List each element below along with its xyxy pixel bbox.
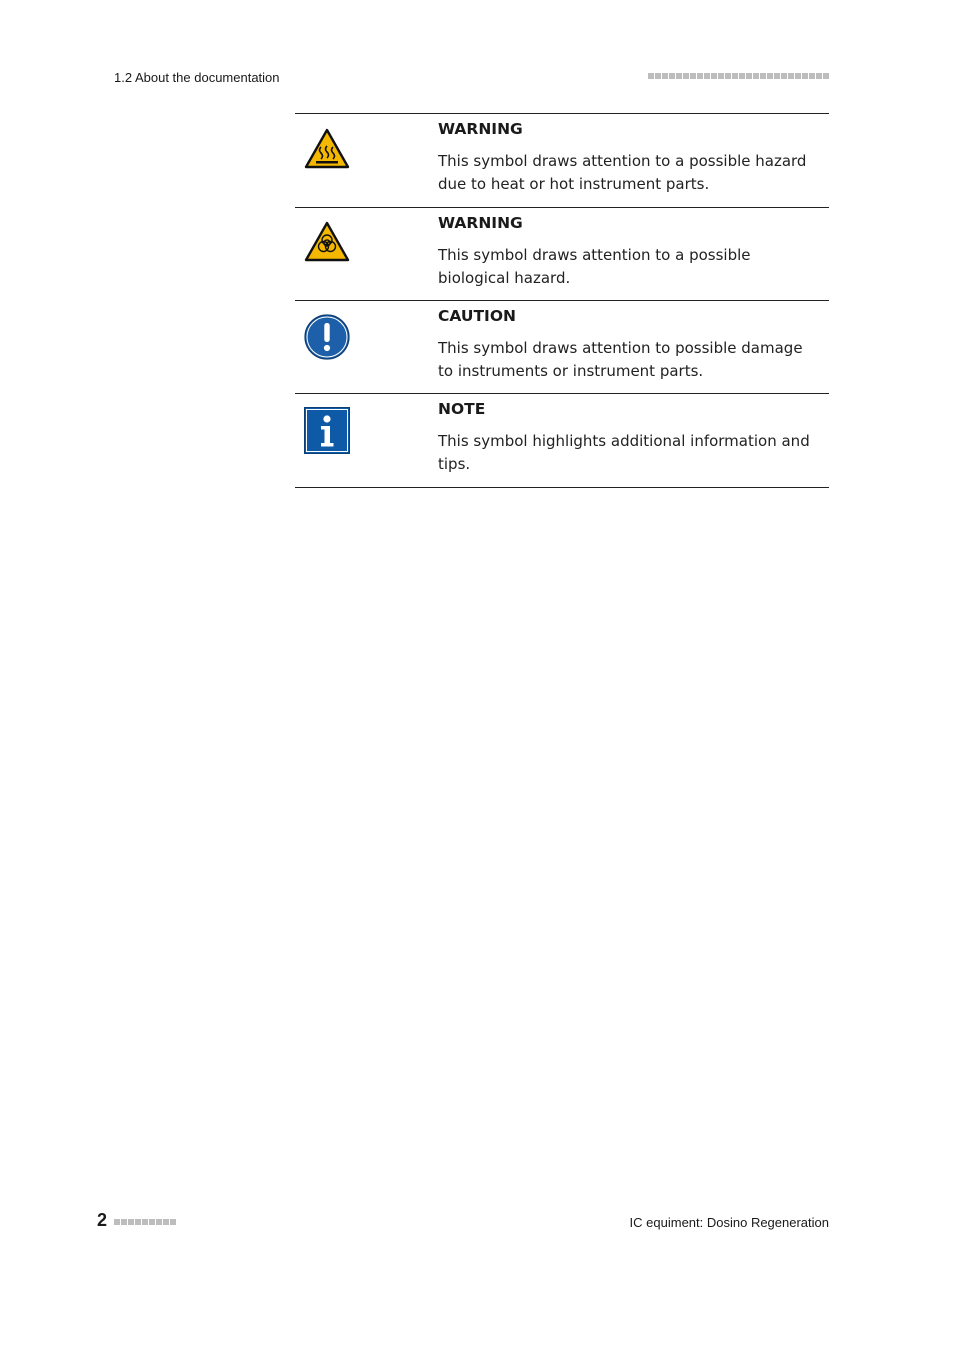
- header-decoration: [648, 73, 829, 79]
- symbol-title: CAUTION: [438, 307, 516, 325]
- symbol-row-hot-surface: [295, 120, 829, 208]
- symbol-row-caution: [295, 307, 829, 394]
- symbol-table: [295, 113, 829, 488]
- symbol-description: This symbol highlights additional information and tips.: [438, 432, 810, 473]
- hot-surface-warning-icon: [304, 128, 350, 173]
- symbol-description: This symbol draws attention to a possible hazard due to heat or hot instrument parts.: [438, 152, 807, 193]
- symbol-description: This symbol draws attention to a possible biological hazard.: [438, 246, 751, 287]
- page-number: 2: [97, 1210, 108, 1230]
- footer-decoration: [114, 1219, 176, 1225]
- symbol-row-biohazard: [295, 214, 829, 301]
- symbol-description: This symbol draws attention to possible damage to instruments or instrument parts.: [438, 339, 803, 380]
- running-header-section: 1.2 About the documentation: [114, 70, 280, 85]
- symbol-title: NOTE: [438, 400, 486, 418]
- exclamation-caution-icon: [304, 314, 350, 364]
- symbol-title: WARNING: [438, 120, 523, 138]
- document-title: IC equiment: Dosino Regeneration: [629, 1215, 829, 1230]
- symbol-title: WARNING: [438, 214, 523, 232]
- symbol-row-note: [295, 400, 829, 488]
- biohazard-warning-icon: [304, 221, 350, 266]
- info-note-icon: [304, 407, 350, 458]
